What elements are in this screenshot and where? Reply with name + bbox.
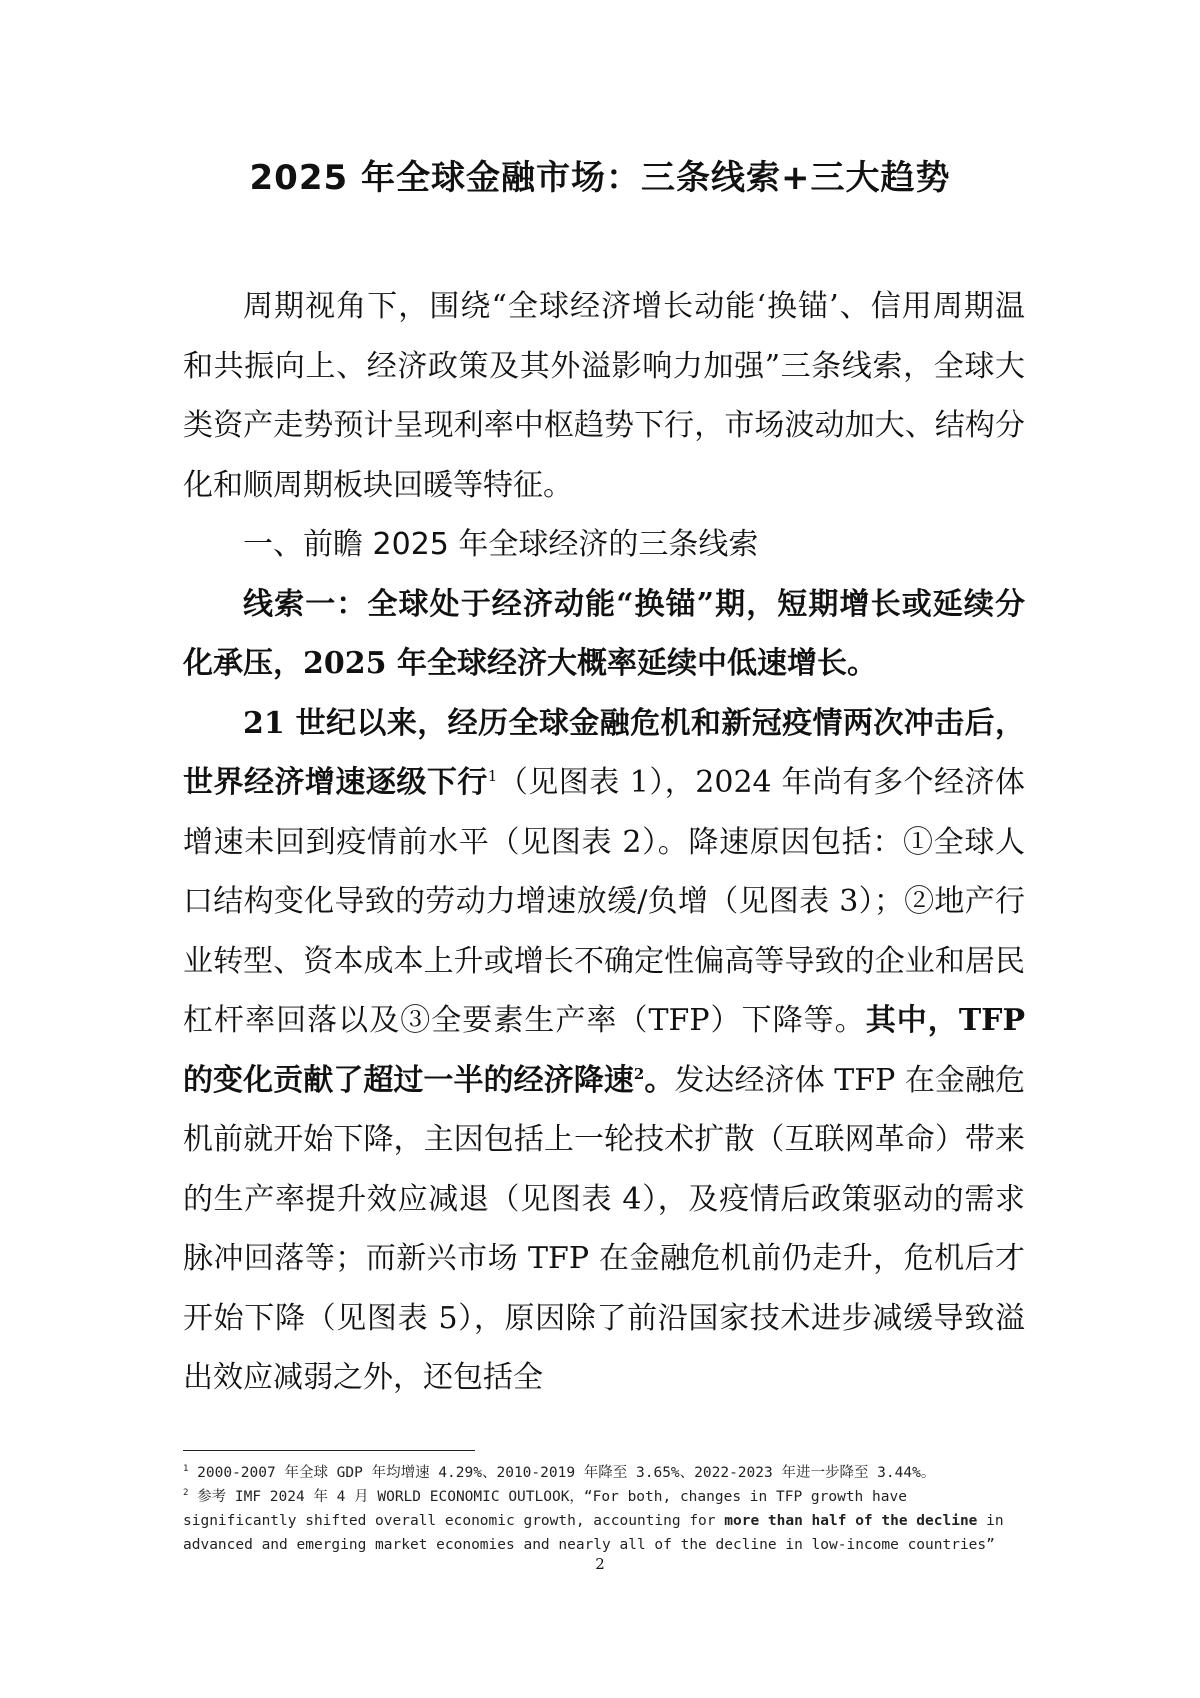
paragraph-text-1: （见图表 1），2024 年尚有多个经济体增速未回到疫情前水平（见图表 2）。降速原因包括：①全球人口结构变化导致的劳动力增速放缓/负增（见图表 3）；②地产行业转型、资本成本上升或增长不确定性偏高等导致的企业和居民杠杆率回落以及③全要素生产率（TFP）下降等。 [183,765,1025,1038]
page-number: 2 [595,1555,605,1573]
footnote-mark-2: 2 [183,1488,189,1499]
bold-lead-sentence: 21 世纪以来，经历全球金融危机和新冠疫情两次冲击后，世界经济增速逐级下行 [183,705,1025,800]
footnote-1 [183,1461,1025,1485]
paragraph-text-2: 发达经济体 TFP 在金融危机前就开始下降，主因包括上一轮技术扩散（互联网革命）带来的生产率提升效应减退（见图表 4），及疫情后政策驱动的需求脉冲回落等；而新兴市场 TFP 在金融危机前仍走升，危机后才开始下降（见图表 5），原因除了前沿国家技术进步减缓导致溢出效应减弱之外，还包括全 [183,1062,1026,1395]
footnote-ref-1[interactable]: 1 [487,767,498,785]
footnote-divider [183,1450,475,1451]
bold-mid-sentence: 其中，TFP 的变化贡献了超过一半的经济降速 [183,1003,1025,1098]
footnote-2-text-pre: 参考 IMF 2024 年 4 月 WORLD ECONOMIC OUTLOOK，“For both, changes in TFP growth have significantly shifted overall economic growth, accounting for [183,1489,907,1529]
footnote-2-bold: more than half of the decline [724,1513,978,1529]
footnote-2 [183,1485,1025,1557]
section-heading: 一、前瞻 2025 年全球经济的三条线索 [243,527,759,562]
document-title: 2025 年全球金融市场：三条线索+三大趋势 [249,158,951,198]
footnote-mark-1: 1 [183,1464,189,1475]
footnote-ref-2[interactable]: 2 [633,1064,645,1083]
bold-period: 。 [644,1062,675,1098]
document-body [183,277,1025,1408]
footnote-1-text: 2000-2007 年全球 GDP 年均增速 4.29%、2010-2019 年降至 3.65%、2022-2023 年进一步降至 3.44%。 [197,1465,936,1481]
body-paragraph [183,694,1025,1408]
clue-heading: 线索一：全球处于经济动能“换锚”期，短期增长或延续分化承压，2025 年全球经济大概率延续中低速增长。 [183,586,1025,681]
footnote-2-text-post: in advanced and emerging market economies and nearly all of the decline in low-income countries” [183,1513,1004,1553]
intro-paragraph: 周期视角下，围绕“全球经济增长动能‘换锚’、信用周期温和共振向上、经济政策及其外溢影响力加强”三条线索，全球大类资产走势预计呈现利率中枢趋势下行，市场波动加大、结构分化和顺周期板块回暖等特征。 [183,289,1025,503]
